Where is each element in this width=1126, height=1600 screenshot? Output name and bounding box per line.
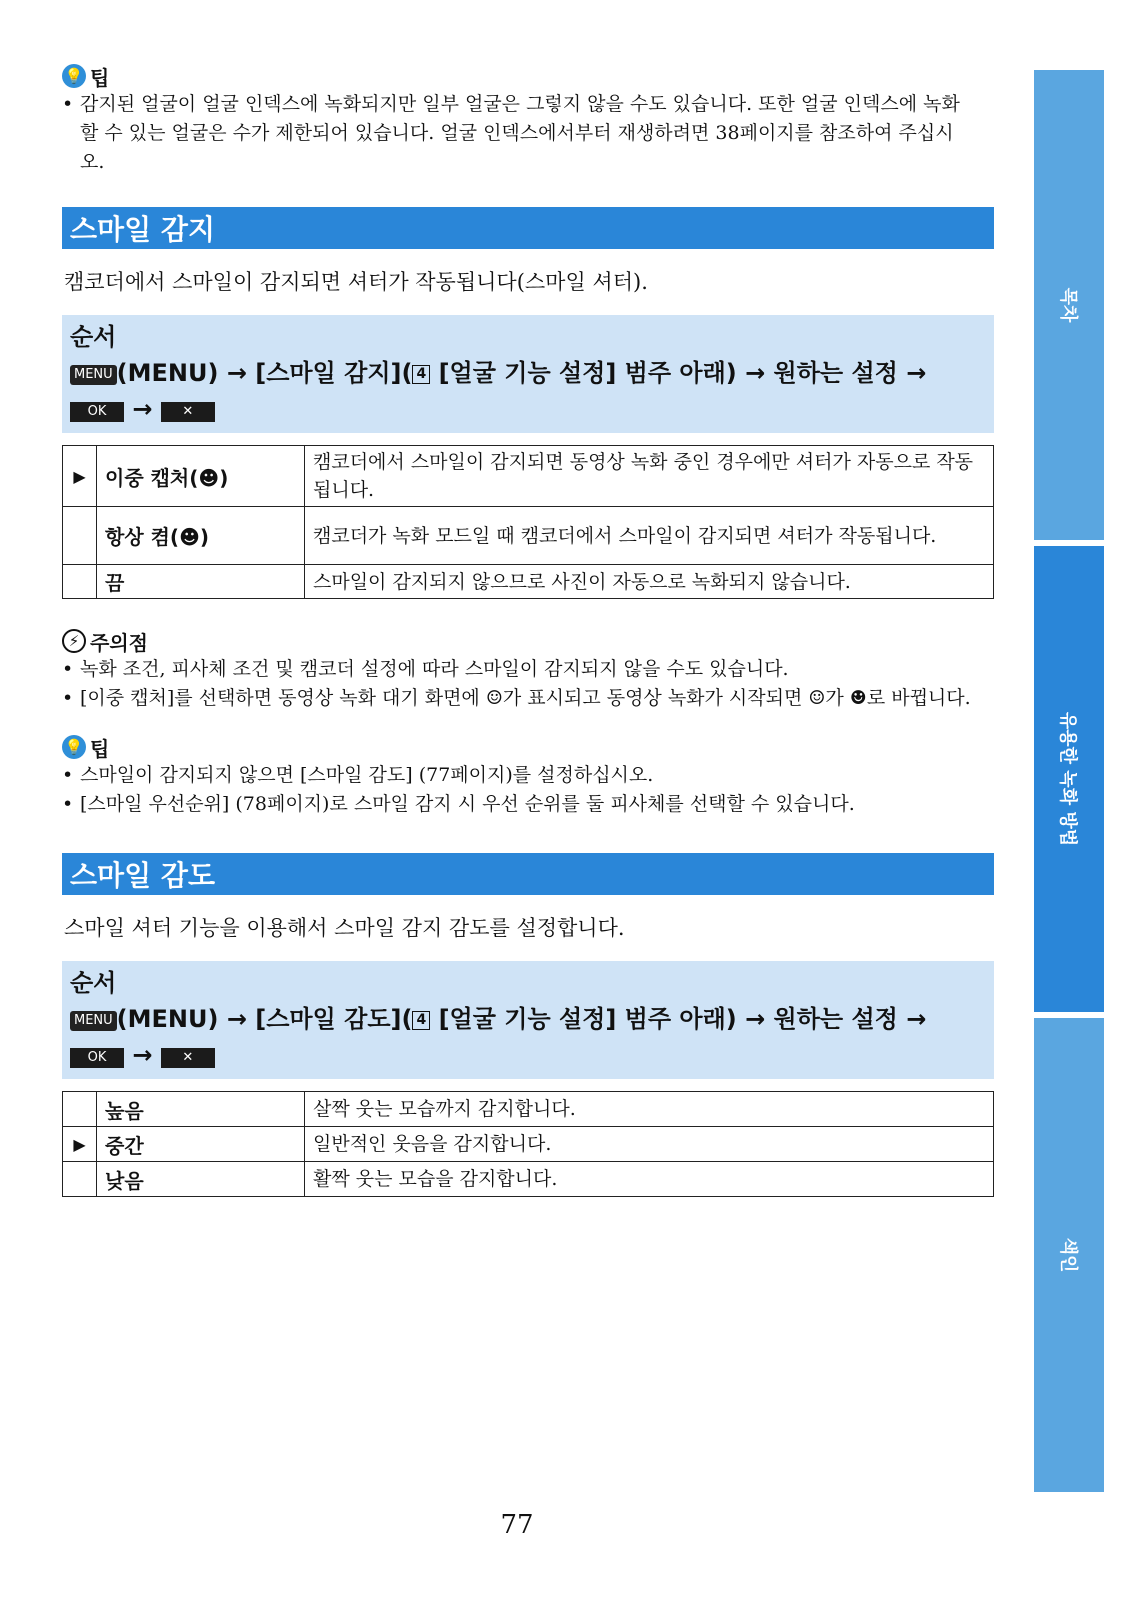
side-tab-toc[interactable] bbox=[1034, 70, 1104, 540]
caution-item: • [이중 캡처]를 선택하면 동영상 녹화 대기 화면에 ☺가 표시되고 동영상 녹화가 시작되면 ☺가 ☻로 바뀝니다. bbox=[62, 684, 994, 713]
caution-icon: ⚡ bbox=[62, 629, 86, 653]
side-tab-label: 목차 bbox=[1057, 287, 1078, 323]
procedure-label: 순서 bbox=[70, 323, 117, 351]
table-row bbox=[63, 446, 994, 507]
manual-page-content bbox=[62, 62, 994, 1197]
table-row bbox=[63, 1092, 994, 1127]
default-marker bbox=[63, 1092, 97, 1127]
lightbulb-icon: 💡 bbox=[62, 735, 86, 759]
option-name: 높음 bbox=[97, 1092, 305, 1127]
caution-list bbox=[62, 655, 994, 713]
tip-list bbox=[62, 90, 994, 177]
default-marker bbox=[63, 1162, 97, 1197]
section-title: 스마일 감지 bbox=[70, 213, 215, 246]
option-name: 중간 bbox=[97, 1127, 305, 1162]
side-tab-label: 유용한 녹화 방법 bbox=[1057, 711, 1078, 847]
tip-block bbox=[62, 733, 994, 819]
procedure-step-a: (MENU) → [스마일 감도]( bbox=[116, 1005, 413, 1033]
tip-item: • [스마일 우선순위] (78페이지)로 스마일 감지 시 우선 순위를 둘 피사체를 선택할 수 있습니다. bbox=[62, 790, 994, 819]
options-table bbox=[62, 445, 994, 599]
procedure-box bbox=[62, 315, 994, 433]
option-desc: 살짝 웃는 모습까지 감지합니다. bbox=[305, 1092, 994, 1127]
caution-heading bbox=[62, 627, 994, 655]
table-row bbox=[63, 565, 994, 599]
option-desc: 활짝 웃는 모습을 감지합니다. bbox=[305, 1162, 994, 1197]
table-row bbox=[63, 507, 994, 565]
default-marker bbox=[63, 565, 97, 599]
tip-block bbox=[62, 62, 994, 177]
menu-button-icon: MENU bbox=[70, 1011, 117, 1031]
table-row bbox=[63, 1162, 994, 1197]
close-button-icon: ✕ bbox=[161, 402, 215, 422]
tip-heading-label: 팁 bbox=[90, 736, 110, 761]
tip-heading bbox=[62, 733, 994, 761]
ok-button-icon: OK bbox=[70, 402, 124, 422]
procedure-box bbox=[62, 961, 994, 1079]
arrow-icon: → bbox=[132, 395, 153, 423]
side-tab-useful-recording[interactable] bbox=[1034, 546, 1104, 1012]
procedure-steps bbox=[70, 1001, 984, 1073]
lightbulb-icon: 💡 bbox=[62, 64, 86, 88]
section-intro: 스마일 셔터 기능을 이용해서 스마일 감지 감도를 설정합니다. bbox=[64, 916, 625, 940]
arrow-icon: → bbox=[132, 1041, 153, 1069]
section-intro: 캠코더에서 스마일이 감지되면 셔터가 작동됩니다(스마일 셔터). bbox=[64, 270, 648, 294]
caution-block bbox=[62, 627, 994, 713]
procedure-step-a: (MENU) → [스마일 감지]( bbox=[116, 359, 413, 387]
category-icon: 4 bbox=[412, 365, 430, 384]
category-icon: 4 bbox=[412, 1011, 430, 1030]
section-title: 스마일 감도 bbox=[70, 859, 215, 892]
menu-button-icon: MENU bbox=[70, 365, 117, 385]
option-desc: 캠코더가 녹화 모드일 때 캠코더에서 스마일이 감지되면 셔터가 작동됩니다. bbox=[305, 507, 994, 565]
default-marker: ▶ bbox=[63, 446, 97, 507]
option-name: 낮음 bbox=[97, 1162, 305, 1197]
tip-list bbox=[62, 761, 994, 819]
procedure-label: 순서 bbox=[70, 969, 117, 997]
section-title-bar bbox=[62, 207, 994, 249]
option-name: 이중 캡처(☻) bbox=[97, 446, 305, 507]
tip-item: • 감지된 얼굴이 얼굴 인덱스에 녹화되지만 일부 얼굴은 그렇지 않을 수도 있습니다. 또한 얼굴 인덱스에 녹화할 수 있는 얼굴은 수가 제한되어 있습니다. 얼굴 인덱스에서부터 재생하려면 38페이지를 참조하여 주십시오. bbox=[62, 90, 994, 177]
default-marker: ▶ bbox=[63, 1127, 97, 1162]
section-title-bar bbox=[62, 853, 994, 895]
option-desc: 캠코더에서 스마일이 감지되면 동영상 녹화 중인 경우에만 셔터가 자동으로 작동됩니다. bbox=[305, 446, 994, 507]
option-name: 끔 bbox=[97, 565, 305, 599]
procedure-step-b: [얼굴 기능 설정] 범주 아래) → 원하는 설정 → bbox=[430, 359, 927, 387]
options-table bbox=[62, 1091, 994, 1197]
side-tab-label: 색인 bbox=[1057, 1237, 1078, 1273]
option-desc: 일반적인 웃음을 감지합니다. bbox=[305, 1127, 994, 1162]
caution-item: • 녹화 조건, 피사체 조건 및 캠코더 설정에 따라 스마일이 감지되지 않을 수도 있습니다. bbox=[62, 655, 994, 684]
tip-heading-label: 팁 bbox=[90, 65, 110, 90]
page-number: 77 bbox=[500, 1510, 534, 1540]
option-name: 항상 켬(☻) bbox=[97, 507, 305, 565]
tip-heading bbox=[62, 62, 994, 90]
option-desc: 스마일이 감지되지 않으므로 사진이 자동으로 녹화되지 않습니다. bbox=[305, 565, 994, 599]
side-tab-index[interactable] bbox=[1034, 1018, 1104, 1492]
procedure-step-b: [얼굴 기능 설정] 범주 아래) → 원하는 설정 → bbox=[430, 1005, 927, 1033]
table-row bbox=[63, 1127, 994, 1162]
default-marker bbox=[63, 507, 97, 565]
procedure-steps bbox=[70, 355, 984, 427]
tip-item: • 스마일이 감지되지 않으면 [스마일 감도] (77페이지)를 설정하십시오. bbox=[62, 761, 994, 790]
caution-heading-label: 주의점 bbox=[90, 630, 148, 655]
ok-button-icon: OK bbox=[70, 1048, 124, 1068]
close-button-icon: ✕ bbox=[161, 1048, 215, 1068]
